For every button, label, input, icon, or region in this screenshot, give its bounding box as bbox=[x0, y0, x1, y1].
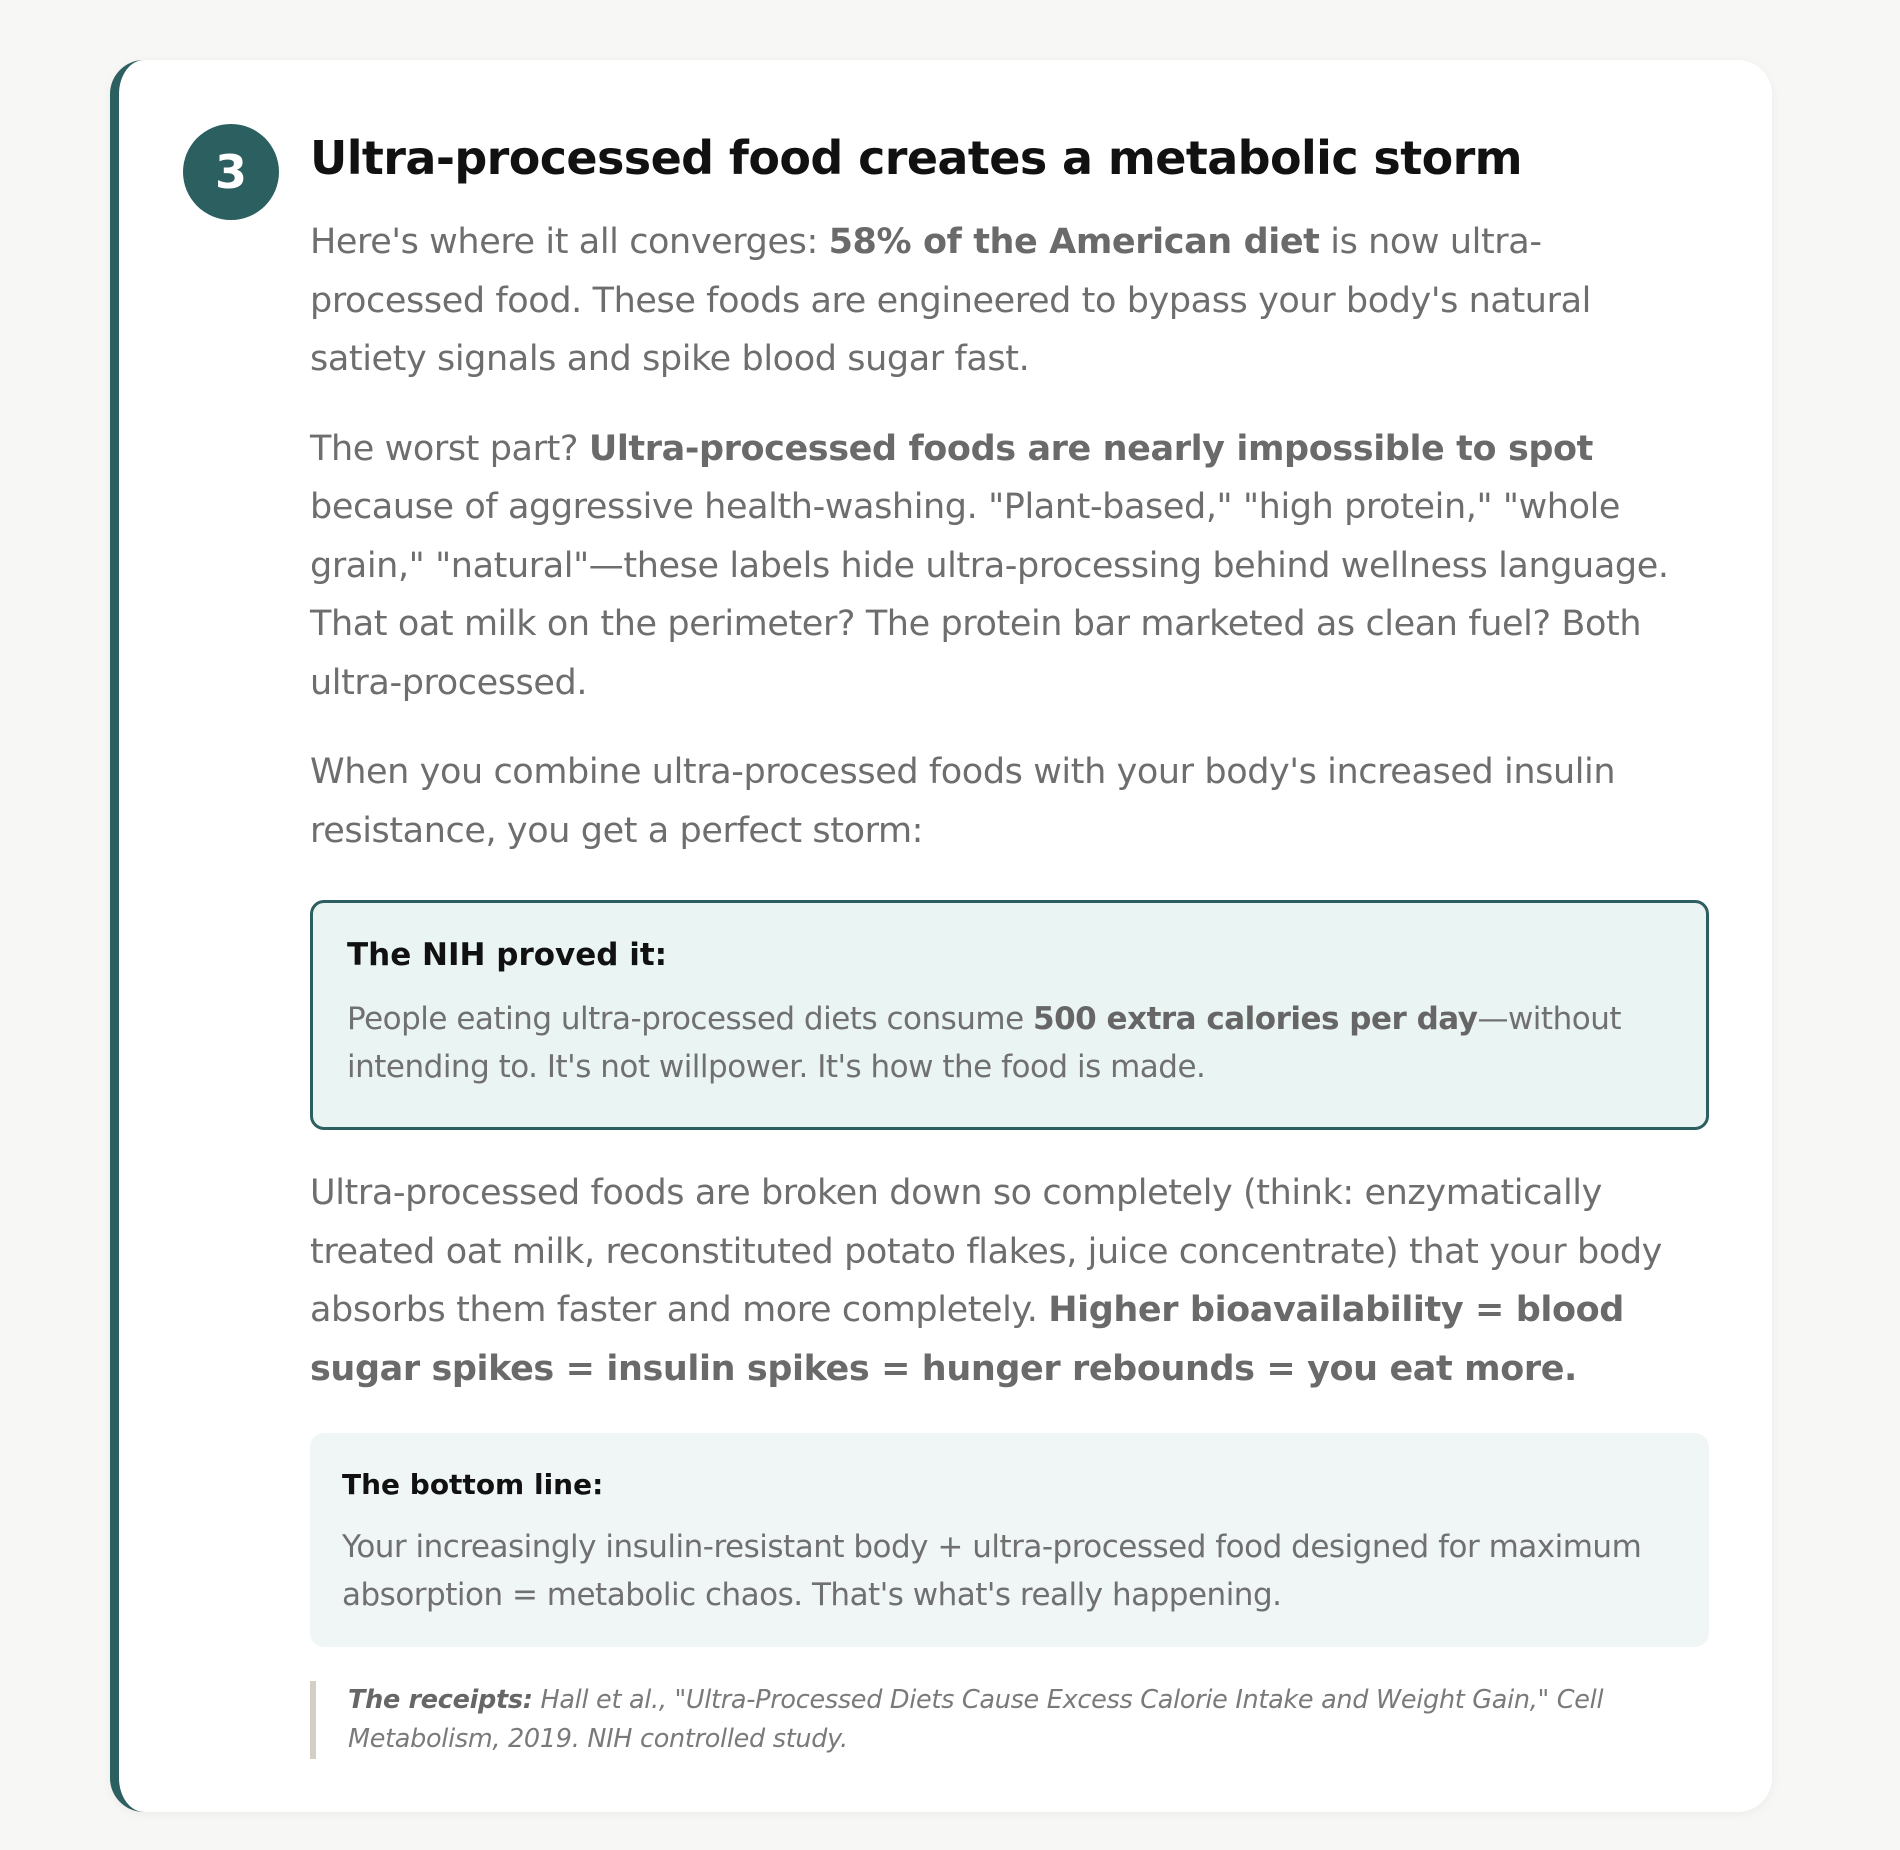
paragraph-text: is now ultra-processed food. These foods are engineered to bypass your body's natural satiety signals and spike blood sugar fast. bbox=[310, 222, 1591, 379]
section-title: Ultra-processed food creates a metabolic storm bbox=[310, 131, 1522, 185]
nih-callout-text bbox=[347, 995, 1674, 1091]
paragraph-bold: 58% of the American diet bbox=[828, 222, 1320, 262]
paragraph-bold: Higher bioavailability = blood sugar spikes = insulin spikes = hunger rebounds = you eat more. bbox=[310, 1290, 1624, 1389]
callout-bold: 500 extra calories per day bbox=[1033, 1001, 1478, 1037]
paragraph-bold: Ultra-processed foods are nearly impossible to spot bbox=[588, 428, 1594, 469]
receipts-label: The receipts: bbox=[348, 1685, 533, 1715]
paragraph-perfect-storm bbox=[310, 743, 1710, 860]
paragraph-health-washing bbox=[310, 420, 1710, 713]
receipts-text bbox=[348, 1681, 1648, 1759]
bottom-line-box bbox=[310, 1433, 1709, 1647]
step-number: 3 bbox=[214, 145, 247, 199]
callout-text: People eating ultra-processed diets consume bbox=[347, 1001, 1034, 1037]
nih-callout-box bbox=[310, 900, 1709, 1130]
paragraph-text: Ultra-processed foods are broken down so completely (think: enzymatically treated oat milk, reconstituted potato flakes, juice concentrate) that your body absorbs them faster and more completely. bbox=[310, 1173, 1662, 1330]
bottom-line-title: The bottom line: bbox=[342, 1468, 604, 1501]
paragraph-text: When you combine ultra-processed foods with your body's increased insulin resistance, you get a perfect storm: bbox=[310, 752, 1616, 851]
receipts-source: Hall et al., "Ultra-Processed Diets Cause Excess Calorie Intake and Weight Gain," Cell Metabolism, 2019. NIH controlled study. bbox=[348, 1685, 1604, 1754]
callout-text: —without intending to. It's not willpower. It's how the food is made. bbox=[347, 1001, 1621, 1085]
nih-callout-title: The NIH proved it: bbox=[347, 937, 668, 973]
paragraph-diet-share bbox=[310, 213, 1710, 389]
article-card bbox=[110, 60, 1772, 1812]
paragraph-text: Here's where it all converges: bbox=[310, 222, 829, 262]
paragraph-text: because of aggressive health-washing. "Plant-based," "high protein," "whole grain," "natural"—these labels hide ultra-processing behind wellness language. That oat milk on the perimeter? The protein bar marketed as clean fuel? Both ultra-processed. bbox=[310, 487, 1669, 703]
paragraph-text: The worst part? bbox=[310, 428, 589, 469]
bottom-line-text: Your increasingly insulin-resistant body + ultra-processed food designed for maximum absorption = metabolic chaos. That's what's really happening. bbox=[342, 1529, 1642, 1613]
step-number-badge bbox=[183, 124, 279, 220]
receipts-citation bbox=[310, 1681, 1648, 1759]
card-content bbox=[310, 126, 1710, 1759]
paragraph-bioavailability bbox=[310, 1164, 1710, 1398]
